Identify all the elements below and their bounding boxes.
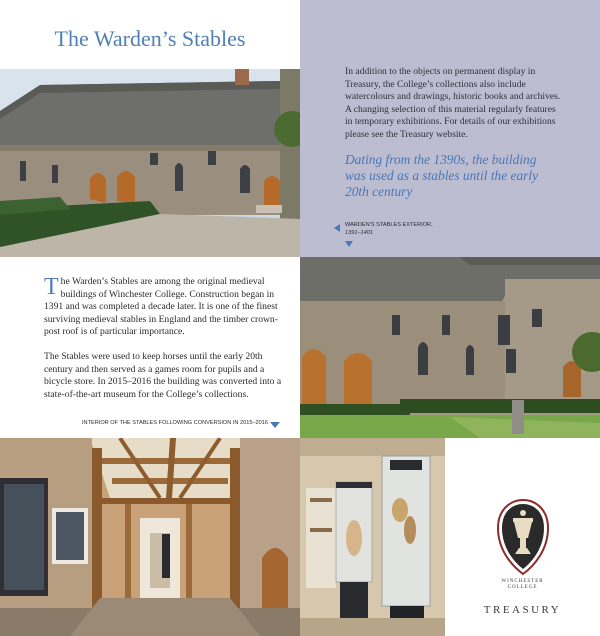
pull-quote: Dating from the 1390s, the building was used as a stables until the early 20th century	[345, 152, 539, 199]
caption-arrow-left-icon	[334, 224, 340, 232]
caption-arrow-down-icon	[270, 422, 280, 428]
sidebar-panel	[300, 0, 600, 257]
drop-cap: T	[44, 274, 59, 300]
logo-line-2: COLLEGE	[507, 585, 538, 590]
page-title: The Warden’s Stables	[54, 26, 246, 51]
exterior-caption	[345, 221, 455, 237]
stables-exterior-photo	[0, 69, 300, 257]
chalice-crest-icon	[496, 498, 550, 576]
caption-arrow-down-icon	[345, 241, 353, 247]
logo-wordmark: TREASURY	[483, 604, 562, 616]
article-paragraph-1	[44, 276, 289, 339]
stables-interior-photo	[0, 438, 300, 636]
interior-caption: INTERIOR OF THE STABLES FOLLOWING CONVERSION IN 2015–2016	[82, 420, 268, 426]
article-paragraph-2: The Stables were used to keep horses until the early 20th century and then served as a games room for pupils and a bicycle store. In 2015–2016 the building was converted into a state-of-the-art museum for the College’s collections.	[44, 351, 282, 400]
display-cases-photo	[300, 438, 445, 636]
sidebar-body-text: In addition to the objects on permanent display in Treasury, the College’s collections also include watercolours and drawings, historic books and archives. A changing selection of this material regularly features in temporary exhibitions. For details of our exhibitions please see the Treasury website.	[345, 66, 561, 140]
logo-subtitle	[445, 579, 600, 591]
title-panel	[0, 0, 300, 69]
article-paragraph-1-text: he Warden’s Stables are among the original medieval buildings of Winchester College. Construction began in 1391 and was completed a decade later. It is one of the finest surviving medieval stables in England and the timber crown-post roof is of particular importance.	[44, 276, 278, 337]
article-panel	[0, 257, 300, 438]
exterior-caption-dates: 1391–1401	[345, 230, 373, 236]
courtyard-photo	[300, 257, 600, 438]
treasury-logo	[445, 486, 600, 636]
exterior-caption-title: WARDEN’S STABLES EXTERIOR,	[345, 222, 433, 228]
logo-line-1: WINCHESTER	[501, 579, 544, 584]
